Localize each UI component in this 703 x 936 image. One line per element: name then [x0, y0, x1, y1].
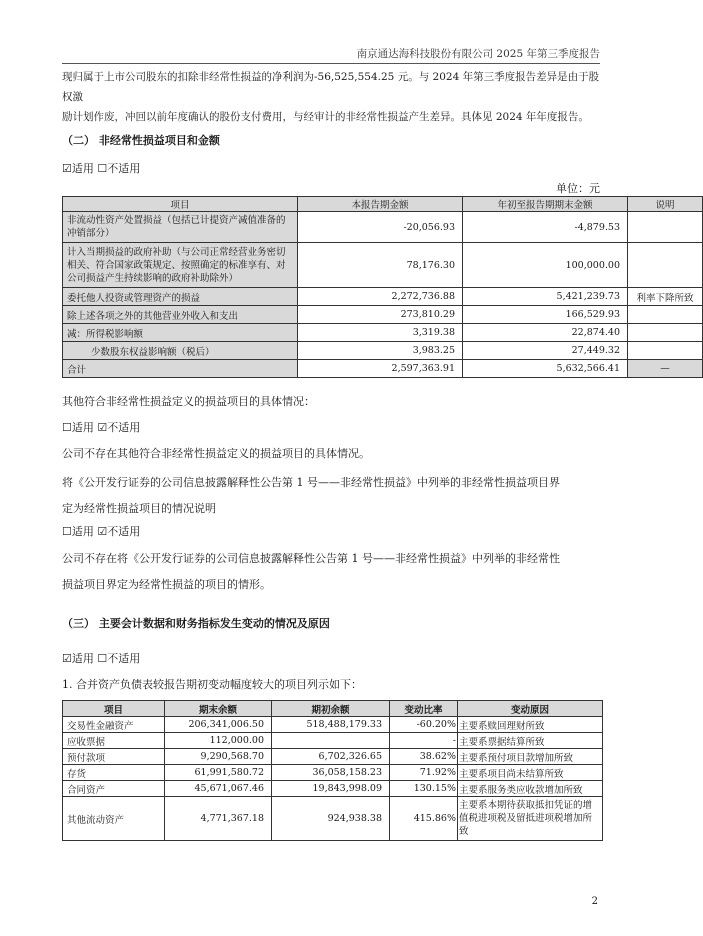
row-item: 少数股东权益影响额（税后） — [63, 342, 298, 360]
row-current: 3,319.38 — [298, 324, 463, 342]
row-end: 4,771,367.18 — [165, 797, 272, 841]
table-row — [63, 324, 703, 342]
row-ratio: 415.86% — [390, 797, 458, 841]
intro-line: 励计划作废，冲回以前年度确认的股份支付费用，与经审计的非经常性损益产生差异。具体见 2024 年年度报告。 — [62, 111, 589, 123]
section-title-changes: （三） 主要会计数据和财务指标发生变动的情况及原因 — [62, 617, 330, 630]
table-row — [63, 749, 603, 765]
table-row — [63, 243, 703, 288]
row-end: 9,290,568.70 — [165, 749, 272, 765]
row-end: 61,991,580.72 — [165, 765, 272, 781]
row-reason: 主要系服务类应收款增加所致 — [458, 781, 603, 797]
explanation-text-line: 公司不存在将《公开发行证券的公司信息披露解释性公告第 1 号——非经常性损益》中列举的非经常性 — [62, 552, 560, 565]
row-ytd: 100,000.00 — [463, 243, 628, 288]
explanation-text — [62, 546, 560, 598]
applicable-checkbox-group[interactable]: ☑适用 ☐不适用 — [62, 162, 141, 175]
explanation-title — [62, 470, 560, 522]
other-applicable-checkbox-group[interactable]: ☐适用 ☑不适用 — [62, 421, 141, 434]
page-header: 南京通达海科技股份有限公司 2025 年第三季度报告 — [356, 48, 600, 60]
table-row — [63, 288, 703, 306]
row-begin: 924,938.38 — [272, 797, 390, 841]
row-begin: 19,843,998.09 — [272, 781, 390, 797]
row-ratio: -60.20% — [390, 717, 458, 733]
nonrecurring-table — [62, 196, 703, 378]
row-reason: 主要系票据结算所致 — [458, 733, 603, 749]
row-end: 206,341,006.50 — [165, 717, 272, 733]
explanation-text-line: 损益项目界定为经常性损益的项目的情形。 — [62, 578, 271, 591]
row-end: 45,671,067.46 — [165, 781, 272, 797]
explanation-line: 将《公开发行证券的公司信息披露解释性公告第 1 号——非经常性损益》中列举的非经常性损益项目界 — [62, 476, 560, 489]
column-header: 变动比率 — [390, 701, 458, 717]
column-header: 期初余额 — [272, 701, 390, 717]
balance-changes-table — [62, 700, 603, 841]
column-header: 变动原因 — [458, 701, 603, 717]
row-ytd: 166,529.93 — [463, 306, 628, 324]
row-item: 计入当期损益的政府补助（与公司正常经营业务密切相关、符合国家政策规定、按照确定的标准享有、对公司损益产生持续影响的政府补助除外） — [63, 243, 298, 288]
section-title-nonrecurring: （二） 非经常性损益项目和金额 — [62, 134, 220, 147]
other-items-text: 公司不存在其他符合非经常性损益定义的损益项目的具体情况。 — [62, 447, 370, 460]
row-note: — — [628, 360, 703, 378]
table-row — [63, 342, 703, 360]
row-item: 非流动性资产处置损益（包括已计提资产减值准备的冲销部分） — [63, 212, 298, 243]
row-item: 委托他人投资或管理资产的损益 — [63, 288, 298, 306]
row-item: 预付款项 — [63, 749, 165, 765]
row-item: 其他流动资产 — [63, 797, 165, 841]
column-header: 本报告期金额 — [298, 197, 463, 212]
row-ytd: -4,879.53 — [463, 212, 628, 243]
row-end: 112,000.00 — [165, 733, 272, 749]
row-current: 2,597,363.91 — [298, 360, 463, 378]
table-row — [63, 781, 603, 797]
row-item: 合同资产 — [63, 781, 165, 797]
column-header: 项目 — [63, 197, 298, 212]
intro-paragraph — [62, 67, 607, 127]
row-reason: 主要系项目尚未结算所致 — [458, 765, 603, 781]
header-divider — [62, 63, 600, 64]
table-row — [63, 797, 603, 841]
column-header: 年初至报告期期末金额 — [463, 197, 628, 212]
row-reason: 主要系赎回理财所致 — [458, 717, 603, 733]
table-row — [63, 765, 603, 781]
row-begin: 518,488,179.33 — [272, 717, 390, 733]
row-current: 273,810.29 — [298, 306, 463, 324]
row-reason: 主要系本期待获取抵扣凭证的增值税进项税及留抵进项税增加所致 — [458, 797, 603, 841]
row-begin: 6,702,326.65 — [272, 749, 390, 765]
table-total-row — [63, 360, 703, 378]
row-item: 减：所得税影响额 — [63, 324, 298, 342]
table-header-row — [63, 197, 703, 212]
changes-subtitle: 1. 合并资产负债表较报告期初变动幅度较大的项目列示如下： — [62, 678, 362, 691]
row-item: 除上述各项之外的其他营业外收入和支出 — [63, 306, 298, 324]
row-note — [628, 342, 703, 360]
table-header-row — [63, 701, 603, 717]
row-item: 应收票据 — [63, 733, 165, 749]
row-ytd: 22,874.40 — [463, 324, 628, 342]
row-begin: 36,058,158.23 — [272, 765, 390, 781]
table-row — [63, 717, 603, 733]
row-ytd: 5,632,566.41 — [463, 360, 628, 378]
row-current: 3,983.25 — [298, 342, 463, 360]
changes-applicable-checkbox-group[interactable]: ☑适用 ☐不适用 — [62, 652, 141, 665]
row-ytd: 5,421,239.73 — [463, 288, 628, 306]
row-note — [628, 243, 703, 288]
intro-line: 现归属于上市公司股东的扣除非经常性损益的净利润为-56,525,554.25 元。与 2024 年第三季度报告差异是由于股权激 — [62, 71, 600, 103]
row-note — [628, 306, 703, 324]
table-row — [63, 212, 703, 243]
column-header: 项目 — [63, 701, 165, 717]
row-reason: 主要系预付项目款增加所致 — [458, 749, 603, 765]
table-row — [63, 733, 603, 749]
row-begin — [272, 733, 390, 749]
table-row — [63, 306, 703, 324]
row-current: 2,272,736.88 — [298, 288, 463, 306]
row-item: 存货 — [63, 765, 165, 781]
column-header: 期末余额 — [165, 701, 272, 717]
row-ratio: 71.92% — [390, 765, 458, 781]
row-current: -20,056.93 — [298, 212, 463, 243]
row-ratio: 130.15% — [390, 781, 458, 797]
page-number: 2 — [591, 896, 598, 907]
row-item: 交易性金融资产 — [63, 717, 165, 733]
other-items-title: 其他符合非经常性损益定义的损益项目的具体情况： — [62, 395, 315, 408]
row-item: 合计 — [63, 360, 298, 378]
row-ytd: 27,449.32 — [463, 342, 628, 360]
explanation-applicable-checkbox-group[interactable]: ☐适用 ☑不适用 — [62, 525, 141, 538]
row-note — [628, 212, 703, 243]
row-note — [628, 324, 703, 342]
row-current: 78,176.30 — [298, 243, 463, 288]
unit-label: 单位：元 — [556, 182, 600, 195]
column-header: 说明 — [628, 197, 703, 212]
row-ratio: - — [390, 733, 458, 749]
explanation-line: 定为经常性损益项目的情况说明 — [62, 502, 216, 515]
row-note: 利率下降所致 — [628, 288, 703, 306]
row-ratio: 38.62% — [390, 749, 458, 765]
